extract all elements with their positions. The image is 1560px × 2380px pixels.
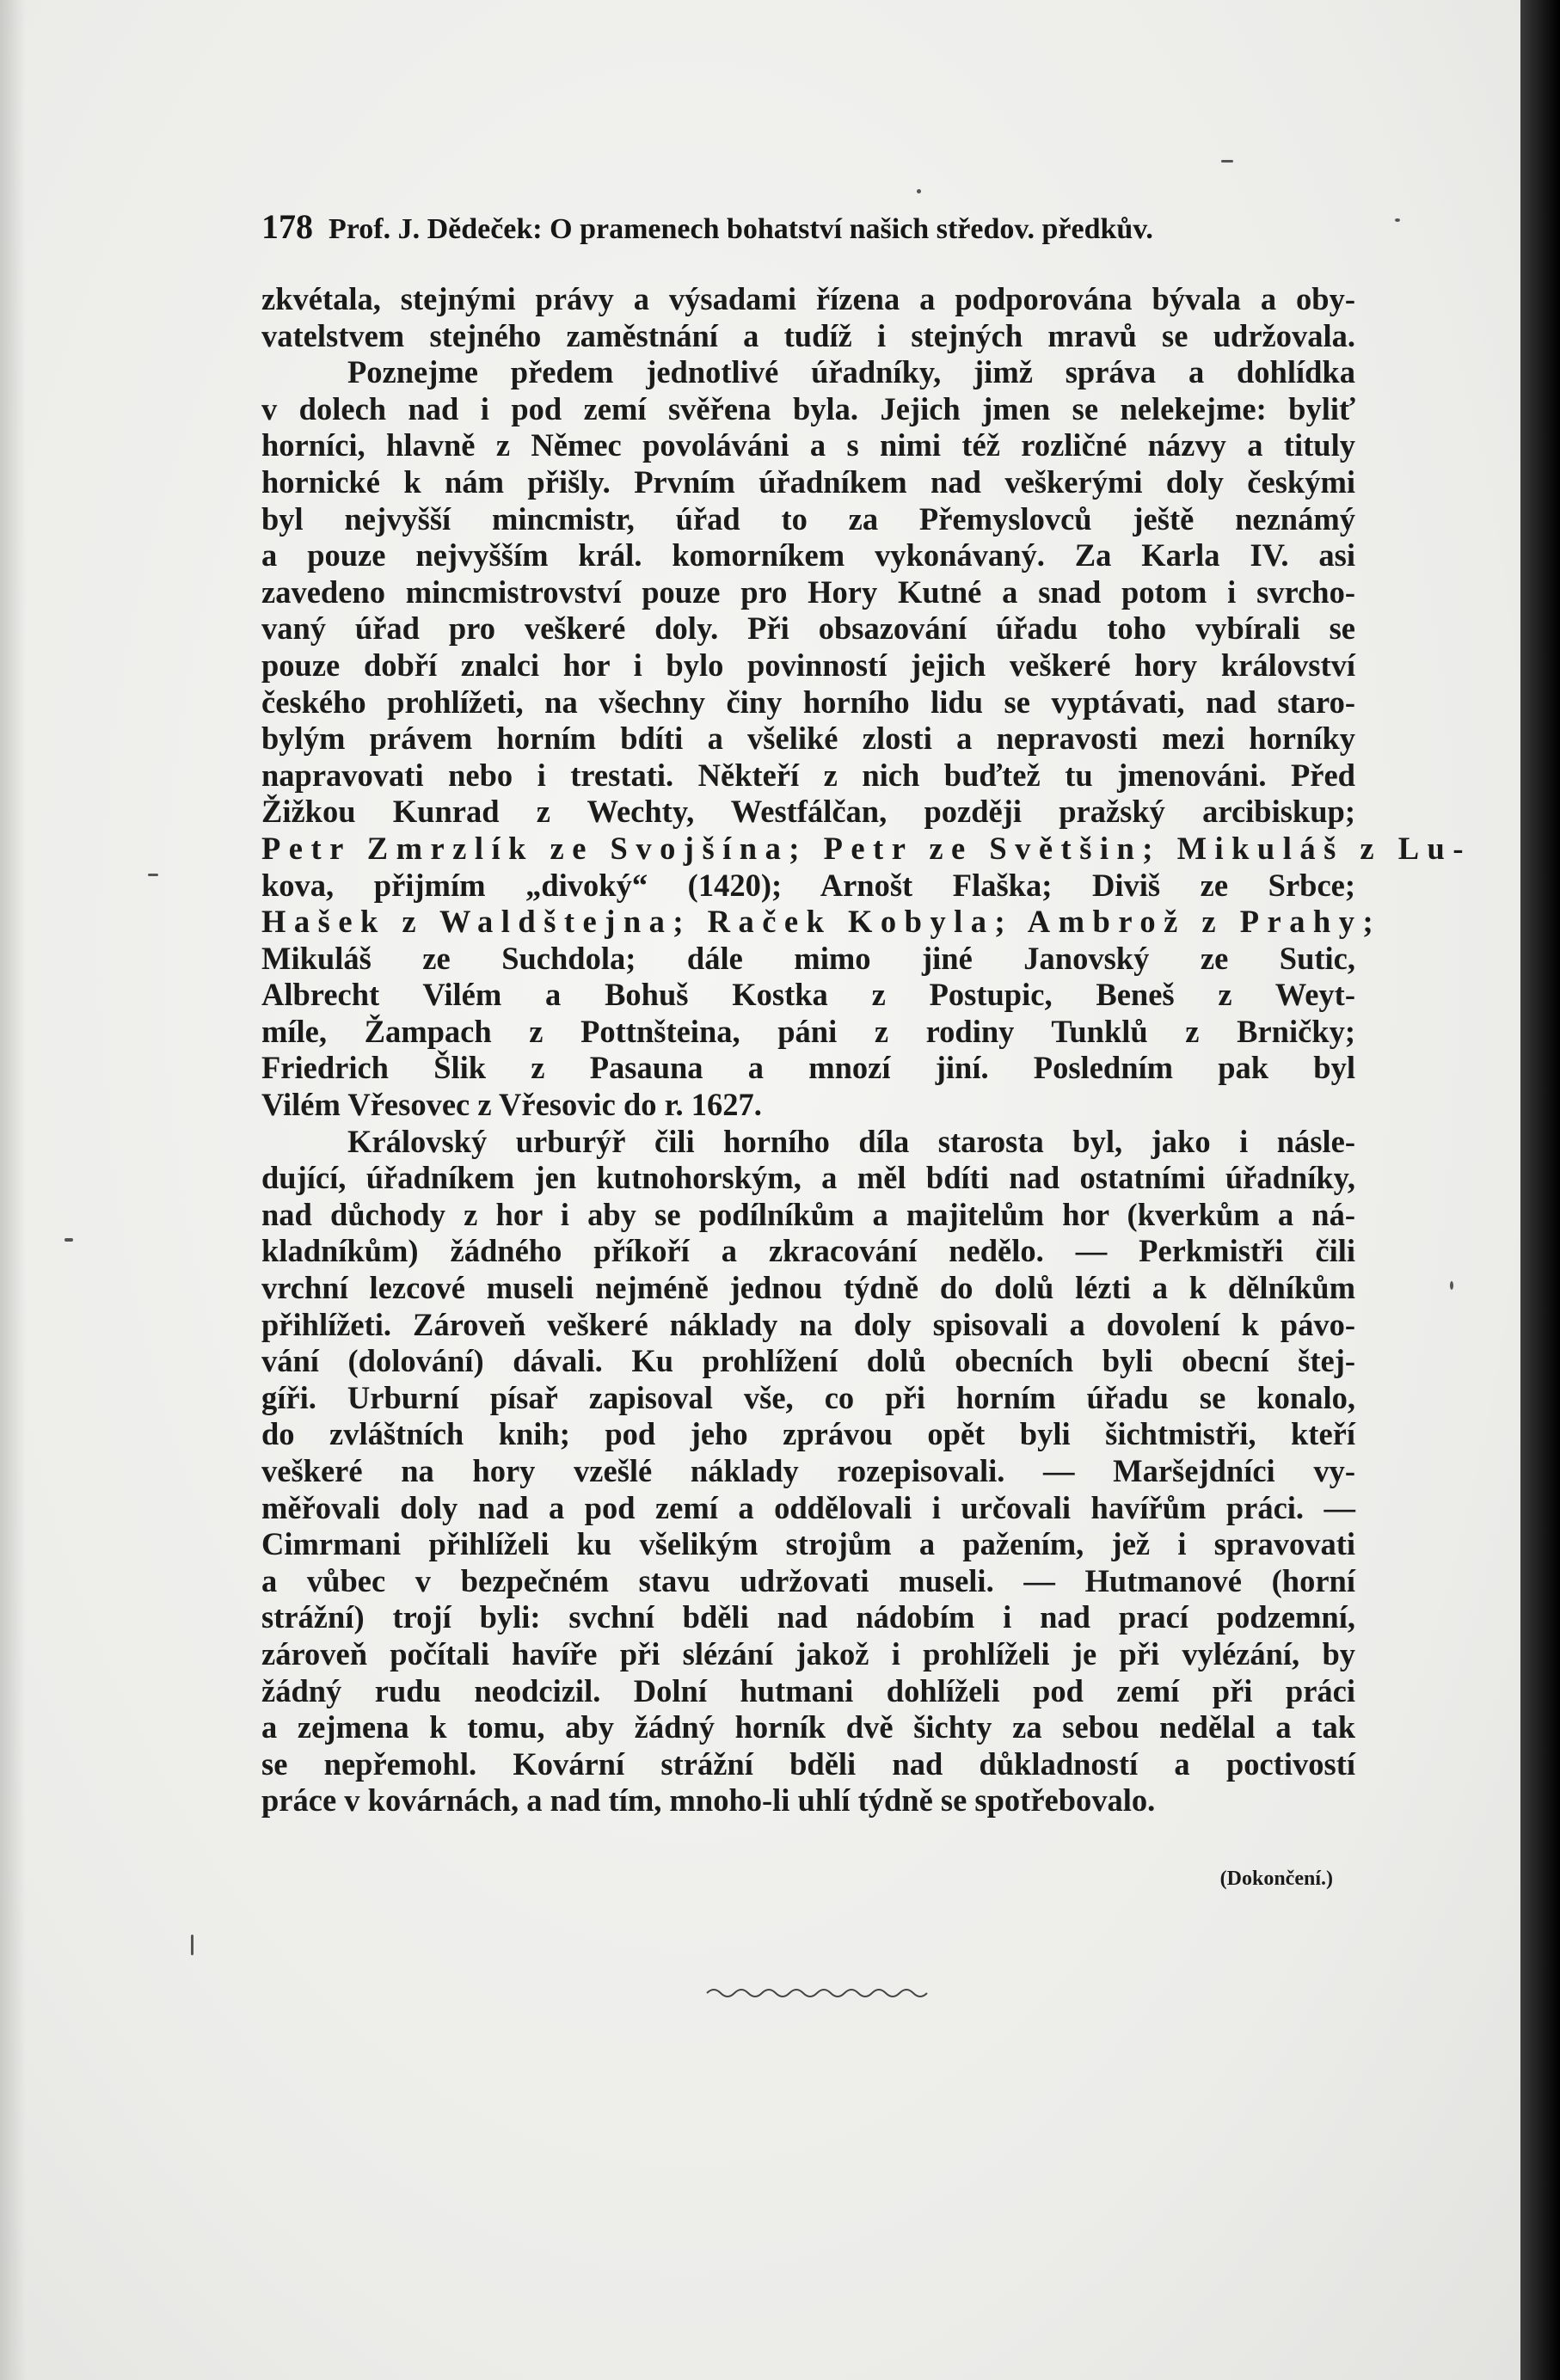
text-line: a vůbec v bezpečném stavu udržovati museli. — Hutmanové (horní — [261, 1562, 1355, 1598]
text-line: Friedrich Šlik z Pasauna a mnozí jiní. Posledním pak byl — [261, 1050, 1355, 1086]
text-line: se nepřemohl. Kovární strážní bděli nad důkladností a poctivostí — [261, 1745, 1355, 1782]
text-line: Vilém Vřesovec z Vřesovic do r. 1627. — [261, 1087, 762, 1123]
text-line: Královský urburýř čili horního díla starosta byl, jako i násle- — [347, 1123, 1355, 1159]
text-line: Cimrmani přihlíželi ku všelikým strojům a pažením, jež i spravovati — [261, 1526, 1355, 1562]
text-line: vrchní lezcové museli nejméně jednou týdně do dolů lézti a k dělníkům — [261, 1270, 1355, 1306]
text-line: byl nejvyšší mincmistr, úřad to za Přemyslovců ještě neznámý — [261, 500, 1355, 537]
body-text — [261, 281, 1471, 1819]
text-line: přihlížeti. Zároveň veškeré náklady na doly spisovali a dovolení k pávo- — [261, 1306, 1355, 1342]
scan-speck — [64, 1238, 73, 1242]
text-line: žádný rudu neodcizil. Dolní hutmani dohlíželi pod zemí při práci — [261, 1672, 1355, 1708]
text-line: do zvláštních knih; pod jeho zprávou opět byli šichtmistři, kteří — [261, 1416, 1355, 1452]
scan-speck — [191, 1935, 193, 1955]
scan-speck — [1450, 1281, 1453, 1290]
text-line: hornické k nám přišly. Prvním úřadníkem nad veškerými doly českými — [261, 463, 1355, 500]
running-title: Prof. J. Dědeček: O pramenech bohatství našich středov. předkův. — [329, 213, 1153, 245]
text-line: měřovali doly nad a pod zemí a oddělovali i určovali havířům práci. — — [261, 1489, 1355, 1525]
text-line: veškeré na hory vzešlé náklady rozepisovali. — Maršejdníci vy- — [261, 1453, 1355, 1488]
text-line: bylým právem horním bdíti a všeliké zlosti a nepravosti mezi horníky — [261, 721, 1355, 757]
scan-edge-shadow — [1520, 0, 1560, 2380]
text-line: dující, úřadníkem jen kutnohorským, a měl bdíti nad ostatními úřadníky, — [261, 1160, 1355, 1196]
text-line: zároveň počítali havíře při slézání jakož i prohlíželi je při vylézání, by — [261, 1635, 1355, 1672]
continued-note: (Dokončení.) — [1219, 1868, 1333, 1890]
text-line: strážní) trojí byli: svchní bděli nad nádobím i nad prací podzemní, — [261, 1599, 1355, 1635]
text-line: v dolech nad i pod zemí svěřena byla. Jejich jmen se nelekejme: byliť — [261, 390, 1355, 426]
text-line: zkvétala, stejnými právy a výsadami řízena a podporována bývala a oby- — [261, 281, 1355, 316]
text-line: pouze dobří znalci hor i bylo povinností jejich veškeré hory království — [261, 647, 1355, 683]
page-fold-shadow — [0, 0, 26, 2380]
scan-speck — [917, 189, 921, 193]
text-line: a pouze nejvyšším král. komorníkem vykonávaný. Za Karla IV. asi — [261, 537, 1355, 574]
text-line: Žižkou Kunrad z Wechty, Westfálčan, později pražský arcibiskup; — [261, 794, 1355, 830]
page-number: 178 — [261, 207, 313, 246]
text-line: Mikuláš ze Suchdola; dále mimo jiné Janovský ze Sutic, — [261, 940, 1355, 976]
text-line: kova, přijmím „divoký“ (1420); Arnošt Flaška; Diviš ze Srbce; — [261, 867, 1355, 903]
text-line: vaný úřad pro veškeré doly. Při obsazování úřadu toho vybírali se — [261, 610, 1355, 647]
text-line: Poznejme předem jednotlivé úřadníky, jimž správa a dohlídka — [347, 354, 1355, 390]
text-line: Albrecht Vilém a Bohuš Kostka z Postupic, Beneš z Weyt- — [261, 977, 1355, 1013]
text-line: Petr Zmrzlík ze Svojšína; Petr ze Světšin; Mikuláš z Lu- — [261, 830, 1471, 866]
text-line: Hašek z Waldštejna; Raček Kobyla; Ambrož z Prahy; — [261, 904, 1382, 940]
text-line: zavedeno mincmistrovství pouze pro Hory Kutné a snad potom i svrcho- — [261, 574, 1355, 610]
text-line: horníci, hlavně z Němec povoláváni a s nimi též rozličné názvy a tituly — [261, 427, 1355, 463]
text-line: kladníkům) žádného příkoří a zkracování nedělo. — Perkmistři čili — [261, 1233, 1355, 1269]
text-line: práce v kovárnách, a nad tím, mnoho-li uhlí týdně se spotřebovalo. — [261, 1782, 1156, 1819]
text-line: gíři. Urburní písař zapisoval vše, co při horním úřadu se konalo, — [261, 1379, 1355, 1415]
text-line: vatelstvem stejného zaměstnání a tudíž i stejných mravů se udržovala. — [261, 317, 1355, 353]
scan-speck — [148, 874, 158, 876]
wavy-ornament — [705, 1984, 929, 2002]
text-line: napravovati nebo i trestati. Někteří z nich buďtež tu jmenováni. Před — [261, 757, 1355, 793]
scan-speck — [1395, 218, 1400, 222]
text-line: nad důchody z hor i aby se podílníkům a majitelům hor (kverkům a ná- — [261, 1196, 1355, 1232]
text-line: míle, Žampach z Pottnšteina, páni z rodiny Tunklů z Brničky; — [261, 1013, 1355, 1049]
text-line: vání (dolování) dávali. Ku prohlížení dolů obecních byli obecní štej- — [261, 1343, 1355, 1379]
text-line: českého prohlížeti, na všechny činy horního lidu se vyptávati, nad staro- — [261, 684, 1355, 720]
scan-speck — [1221, 160, 1233, 163]
running-head — [261, 206, 1345, 251]
text-line: a zejmena k tomu, aby žádný horník dvě šichty za sebou nedělal a tak — [261, 1709, 1355, 1745]
